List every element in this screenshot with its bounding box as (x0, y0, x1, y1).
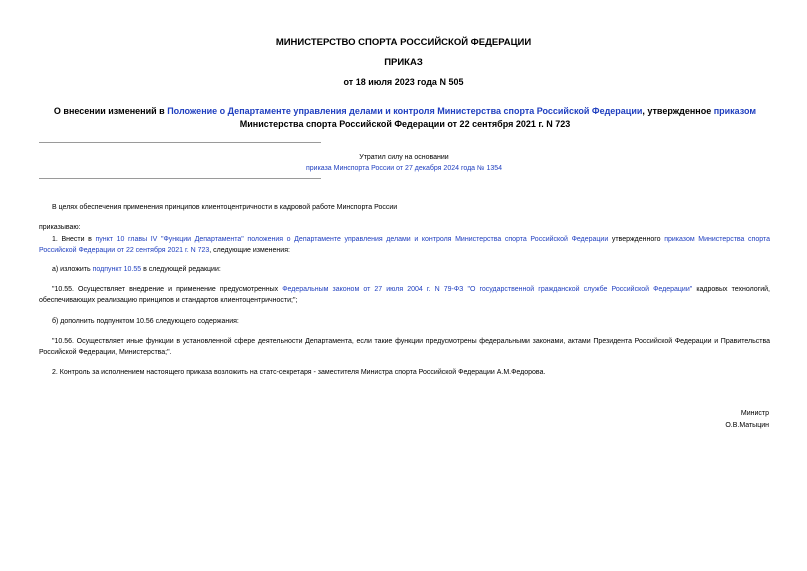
divider-bottom (39, 178, 321, 179)
title-link-order[interactable]: приказом (713, 106, 757, 116)
item-1 (39, 234, 770, 256)
signature-name: О.В.Матыцин (725, 422, 769, 429)
sub-item-a-text-b: в следующей редакции: (141, 266, 221, 273)
quote-10-55-text-a: "10.55. Осуществляет внедрение и применение предусмотренных (52, 286, 283, 293)
preamble: В целях обеспечения применения принципов клиентоцентричности в кадровой работе Минспорта России (52, 204, 398, 211)
item-1-text-b: утвержденного (608, 236, 665, 243)
doc-type-heading: ПРИКАЗ (384, 57, 423, 68)
quote-10-55-text-b: кадровых технологий, обеспечивающих реализацию принципов и стандартов клиентоцентричности;"; (39, 286, 770, 304)
item-1-link-order[interactable]: приказом Министерства спорта Российской Федерации от 22 сентября 2021 г. N 723 (39, 236, 770, 254)
sub-item-a-text-a: а) изложить (52, 266, 93, 273)
divider-top (39, 142, 321, 143)
status-note-link[interactable]: приказа Минспорта России от 27 декабря 2024 года № 1354 (305, 165, 503, 172)
item-1-link-paragraph[interactable]: пункт 10 главы IV "Функции Департамента" положения о Департаменте управления делами и контроля Министерства спорта Российской Федерации (95, 236, 609, 243)
sub-item-b: б) дополнить подпунктом 10.56 следующего содержания: (52, 318, 239, 325)
item-1-text-a: 1. Внести в (52, 236, 96, 243)
sub-item-a (52, 264, 770, 275)
signature-position: Министр (740, 410, 769, 417)
quote-10-55 (39, 284, 770, 306)
title-link-regulation[interactable]: Положение о Департаменте управления делами и контроля Министерства спорта Российской Федерации (167, 106, 643, 116)
ministry-heading: МИНИСТЕРСТВО СПОРТА РОССИЙСКОЙ ФЕДЕРАЦИИ (275, 37, 532, 48)
title-suffix: Министерства спорта Российской Федерации от 22 сентября 2021 г. N 723 (239, 119, 571, 129)
quote-10-56: "10.56. Осуществляет иные функции в установленной сфере деятельности Департамента, если такие функции предусмотрены федеральными законами, актами Президента Российской Федерации и Правительства Российской Федерации, Министерства;". (39, 338, 770, 356)
sub-item-a-link[interactable]: подпункт 10.55 (92, 266, 142, 273)
status-note-text: Утратил силу на основании (359, 154, 449, 161)
signature-block (725, 408, 769, 432)
item-2: 2. Контроль за исполнением настоящего приказа возложить на статс-секретаря - заместителя Министра спорта Российской Федерации А.М.Федорова. (52, 369, 546, 376)
title-middle: , утвержденное (642, 106, 714, 116)
date-number: от 18 июля 2023 года N 505 (343, 77, 464, 87)
order-word: приказываю: (39, 224, 81, 231)
title-prefix: О внесении изменений в (53, 106, 168, 116)
quote-10-55-law-link[interactable]: Федеральным законом от 27 июля 2004 г. N 79-ФЗ "О государственной гражданской службе Российской Федерации" (282, 286, 693, 293)
item-1-text-c: , следующие изменения: (209, 247, 290, 254)
document-title (40, 105, 770, 131)
status-note (39, 152, 769, 174)
